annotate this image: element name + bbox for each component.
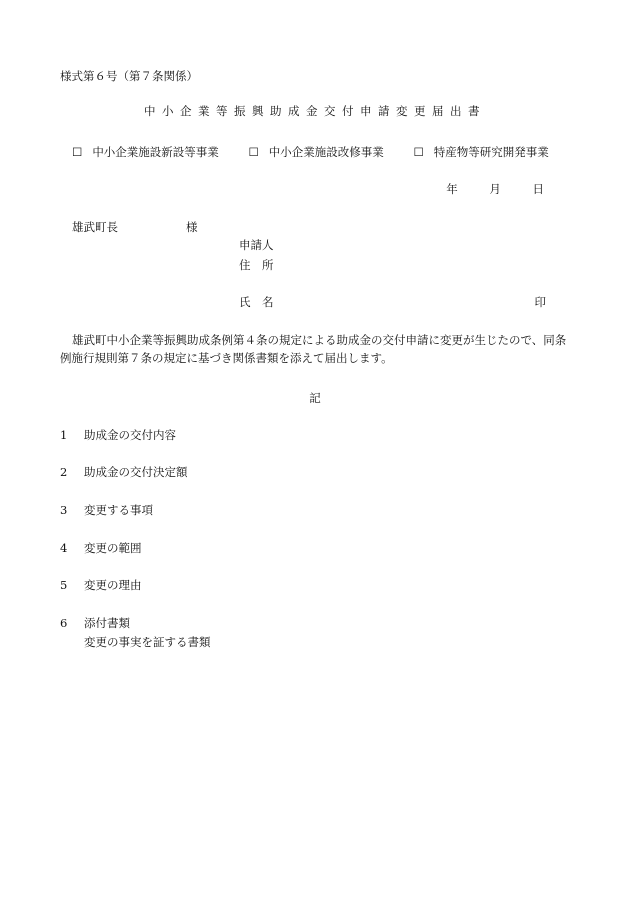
- item-label: 添付書類: [84, 616, 130, 630]
- item-label: 変更の理由: [84, 578, 142, 592]
- list-item-sub: 変更の事実を証する書類: [84, 635, 211, 649]
- option-label: 中小企業施設改修事業: [268, 145, 384, 159]
- list-item: [60, 464, 188, 482]
- option-renovation[interactable]: [248, 144, 383, 162]
- item-number: 1: [60, 428, 68, 442]
- addressee-honorific: 様: [186, 220, 198, 234]
- list-item: [60, 502, 153, 520]
- item-number: 4: [60, 541, 68, 555]
- item-number: 2: [60, 465, 68, 479]
- checkbox-icon[interactable]: ☐: [413, 145, 424, 159]
- ki-heading: 記: [309, 391, 321, 405]
- document-title: 中小企業等振興助成金交付申請変更届出書: [144, 104, 486, 118]
- addressee-name: 雄武町長: [72, 220, 118, 234]
- month-label: 月: [489, 182, 501, 196]
- item-label: 変更の範囲: [84, 541, 142, 555]
- option-product-development[interactable]: [413, 144, 548, 162]
- item-number: 3: [60, 503, 68, 517]
- form-number: 様式第６号（第７条関係）: [60, 69, 198, 83]
- name-label: 氏 名: [239, 295, 274, 309]
- list-item: [60, 615, 130, 633]
- checkbox-icon[interactable]: ☐: [72, 145, 83, 159]
- item-label: 助成金の交付決定額: [84, 465, 188, 479]
- item-label: 変更する事項: [84, 503, 153, 517]
- date-line: [446, 181, 544, 199]
- seal-mark: 印: [534, 295, 546, 309]
- item-number: 5: [60, 578, 68, 592]
- applicant-label: 申請人: [239, 238, 274, 252]
- checkbox-icon[interactable]: ☐: [248, 145, 259, 159]
- list-item: [60, 577, 142, 595]
- option-new-facility[interactable]: [72, 144, 219, 162]
- list-item: [60, 427, 176, 445]
- addressee: [72, 219, 198, 237]
- body-text: 雄武町中小企業等振興助成条例第４条の規定による助成金の交付申請に変更が生じたので、同条例施行規則第７条の規定に基づき関係書類を添えて届出します。: [60, 333, 567, 366]
- item-label: 助成金の交付内容: [84, 428, 176, 442]
- list-item: [60, 540, 142, 558]
- year-label: 年: [446, 182, 458, 196]
- option-label: 中小企業施設新設等事業: [92, 145, 219, 159]
- item-number: 6: [60, 616, 68, 630]
- business-type-options: [72, 144, 549, 162]
- address-label: 住 所: [239, 258, 274, 272]
- option-label: 特産物等研究開発事業: [433, 145, 549, 159]
- day-label: 日: [532, 182, 544, 196]
